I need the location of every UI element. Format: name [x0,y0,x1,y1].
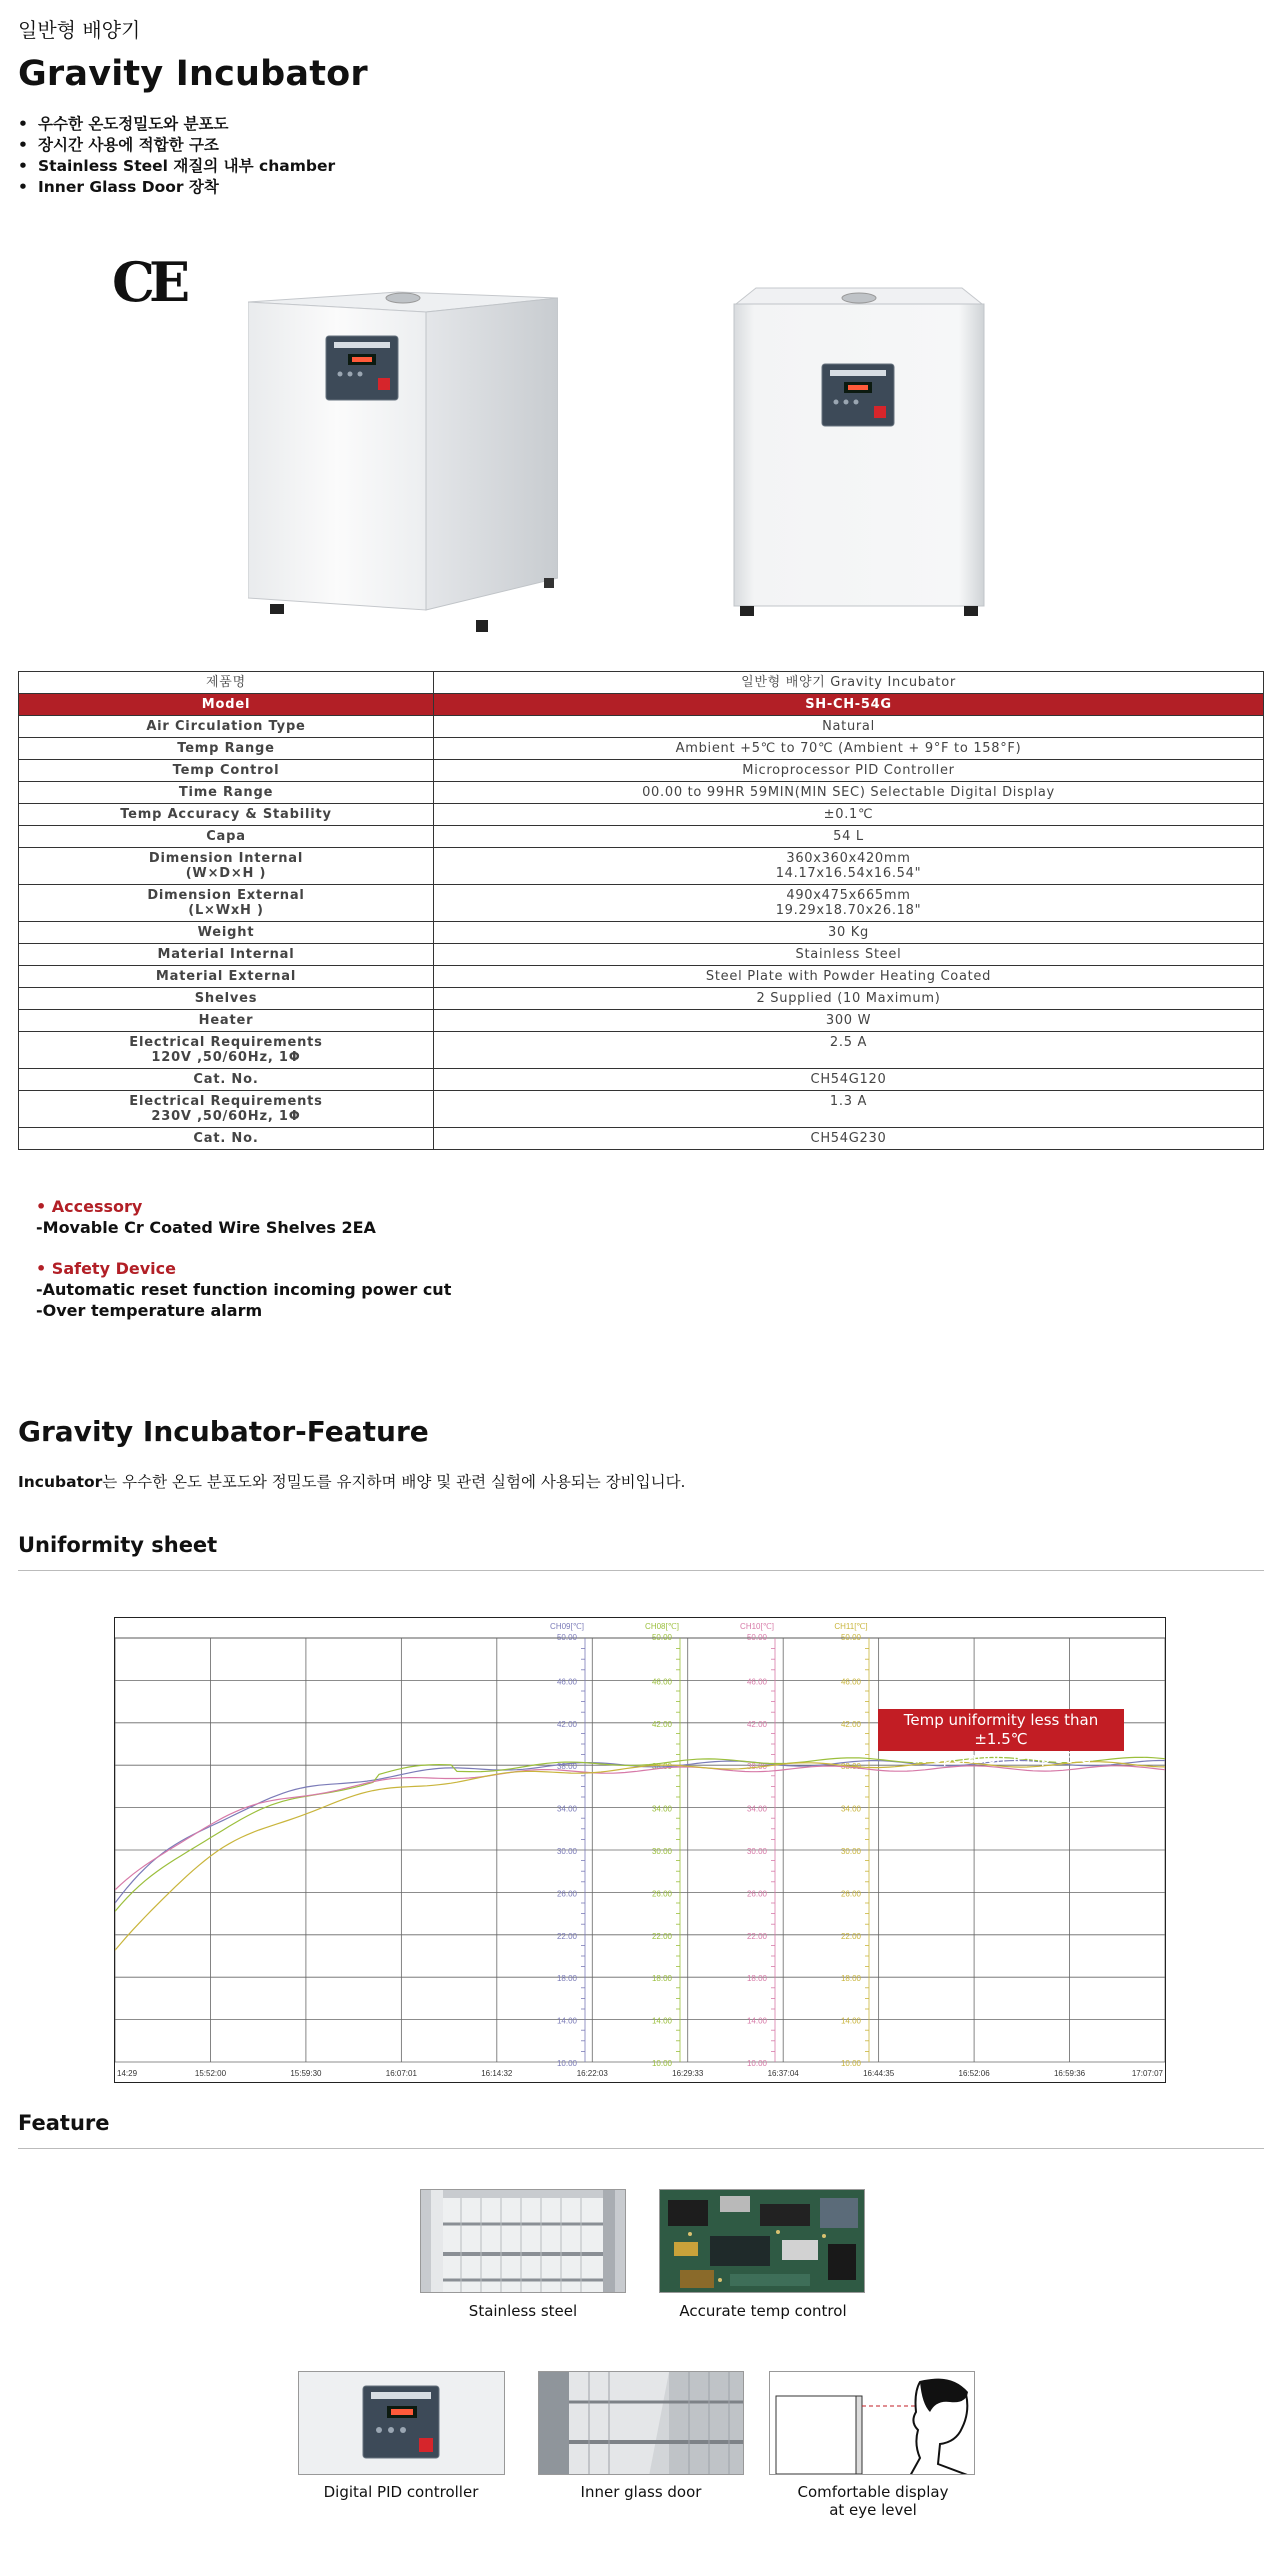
table-row [19,760,1264,782]
spec-value [434,760,1264,782]
table-row [19,885,1264,922]
uniformity-heading: Uniformity sheet [18,1533,218,1557]
channel-tick-label: 46.00 [651,1677,673,1687]
channel-tick-label: 42.00 [556,1719,578,1729]
stainless-steel-illustration [421,2190,626,2293]
spec-key [19,944,434,966]
intro-bold: Incubator [18,1473,103,1491]
channel-tick-label: 14.00 [746,2016,768,2026]
eye-level-diagram [769,2371,975,2475]
model-label: Model [19,694,434,716]
channel-tick-label: 10.00 [840,2059,862,2068]
table-row [19,1032,1264,1069]
spec-key-line: Air Circulation Type [146,719,306,734]
spec-value [434,885,1264,922]
channel-tick-label: 50.00 [840,1633,862,1642]
channel-header: CH11[℃] [834,1622,868,1631]
spec-value [434,738,1264,760]
spec-value [434,1032,1264,1069]
channel-header: CH10[℃] [740,1622,774,1631]
table-row [19,1091,1264,1128]
spec-value-line: 14.17x16.54x16.54" [775,866,922,881]
table-row [19,966,1264,988]
spec-key-line: Cat. No. [193,1072,259,1087]
x-tick-label: 15:52:00 [194,2069,227,2078]
accessory-item: -Movable Cr Coated Wire Shelves 2EA [36,1218,376,1237]
page-subtitle: 일반형 배양기 [18,18,141,42]
channel-tick-label: 26.00 [840,1889,862,1899]
spec-value-line: 2 Supplied (10 Maximum) [756,991,941,1006]
accessory-title: • Accessory [36,1197,143,1216]
table-row [19,716,1264,738]
spec-value [434,804,1264,826]
spec-value [434,716,1264,738]
x-tick-label: 15:59:30 [290,2069,322,2078]
spec-value-line: Ambient +5℃ to 70℃ (Ambient + 9°F to 158°F) [675,741,1022,756]
incubator-front-illustration [728,286,990,626]
channel-tick-label: 22.00 [651,1931,673,1941]
channel-tick-label: 42.00 [840,1719,862,1729]
table-row [19,804,1264,826]
ce-mark-logo: CE [112,250,185,314]
spec-key [19,885,434,922]
spec-value [434,944,1264,966]
spec-value-line: 30 Kg [828,925,869,940]
table-row [19,944,1264,966]
spec-value-line: 1.3 A [829,1094,868,1109]
channel-tick-label: 14.00 [556,2016,578,2026]
feature-caption: Accurate temp control [679,2302,847,2320]
spec-value-line: 19.29x18.70x26.18" [775,903,922,918]
x-tick-label: 16:52:06 [958,2069,990,2078]
channel-tick-label: 18.00 [556,1974,578,1984]
spec-key-line: 120V ,50/60Hz, 1Φ [151,1050,301,1065]
channel-tick-label: 34.00 [651,1804,673,1814]
channel-tick-label: 34.00 [840,1804,862,1814]
controller-panel-photo [298,2371,505,2475]
channel-header: CH08[℃] [645,1622,679,1631]
feature-heading: Gravity Incubator-Feature [18,1415,429,1448]
caption-line1: Comfortable display [797,2483,949,2501]
spec-key-line: Dimension Internal [148,851,304,866]
feature-bullets [18,114,335,198]
channel-tick-label: 22.00 [556,1931,578,1941]
spec-key [19,716,434,738]
spec-value [434,922,1264,944]
x-tick-label: 16:59:36 [1053,2069,1086,2078]
channel-tick-label: 30.00 [746,1847,768,1856]
spec-key [19,966,434,988]
caption-line2: at eye level [829,2501,917,2519]
spec-value-line: 490x475x665mm [786,888,911,903]
channel-tick-label: 50.00 [746,1633,768,1642]
page-title: Gravity Incubator [18,54,368,94]
spec-key-line: Weight [197,925,255,940]
spec-value-line: Microprocessor PID Controller [742,763,955,778]
spec-key [19,804,434,826]
spec-value-line: 54 L [833,829,864,844]
channel-tick-label: 22.00 [840,1931,862,1941]
series-line [115,1757,1165,1911]
spec-key-line: Dimension External [147,888,305,903]
spec-value [434,1069,1264,1091]
uniformity-chart [114,1617,1166,2083]
spec-key-line: Electrical Requirements [129,1094,323,1109]
channel-header: CH09[℃] [550,1622,584,1631]
spec-value-line: 2.5 A [829,1035,868,1050]
series-line [115,1766,1165,1890]
channel-tick-label: 30.00 [651,1847,673,1856]
table-header-row [19,672,1264,694]
spec-key-line: Cat. No. [193,1131,259,1146]
uniformity-callout [878,1709,1124,1767]
series-line [115,1761,1165,1904]
channel-tick-label: 38.00 [840,1762,862,1772]
spec-key [19,760,434,782]
spec-value-line: Steel Plate with Powder Heating Coated [705,969,992,984]
table-row [19,922,1264,944]
channel-tick-label: 18.00 [840,1974,862,1984]
table-row [19,1010,1264,1032]
x-tick-label: 16:14:32 [481,2069,513,2078]
spec-value-line: ±0.1℃ [823,807,874,822]
table-cell: 제품명 [19,672,434,694]
table-row [19,738,1264,760]
feature-caption: Stainless steel [468,2302,578,2320]
spec-key [19,782,434,804]
glass-door-photo [538,2371,744,2475]
spec-key [19,1091,434,1128]
spec-key [19,826,434,848]
spec-value-line: Natural [822,719,875,734]
bullet-item: • 장시간 사용에 적합한 구조 [18,135,335,156]
spec-key [19,922,434,944]
spec-value [434,988,1264,1010]
model-value: SH-CH-54G [434,694,1264,716]
spec-value [434,848,1264,885]
channel-tick-label: 38.00 [556,1762,578,1772]
bullet-item: • 우수한 온도정밀도와 분포도 [18,114,335,135]
channel-tick-label: 26.00 [651,1889,673,1899]
spec-key [19,848,434,885]
spec-value-line: CH54G230 [810,1131,887,1146]
spec-key-line: Shelves [194,991,258,1006]
channel-tick-label: 42.00 [651,1719,673,1729]
table-row [19,988,1264,1010]
callout-line2: at Operation Temp 38℃ [911,1749,1091,1767]
spec-key-line: Temp Accuracy & Stability [120,807,332,822]
spec-key [19,1069,434,1091]
spec-value [434,1128,1264,1150]
channel-tick-label: 30.00 [840,1847,862,1856]
callout-line1: Temp uniformity less than ±1.5℃ [903,1711,1099,1748]
channel-tick-label: 30.00 [556,1847,578,1856]
spec-value-line: 360x360x420mm [786,851,911,866]
incubator-angled-illustration [248,288,558,640]
intro-text: 는 우수한 온도 분포도와 정밀도를 유지하며 배양 및 관련 실험에 사용되는 장비입니다. [102,1473,686,1491]
controller-panel-illustration [299,2372,505,2475]
table-row [19,1128,1264,1150]
channel-tick-label: 10.00 [746,2059,768,2068]
spec-key-line: (W×D×H ) [185,866,267,881]
spec-key [19,738,434,760]
feature-caption: Inner glass door [580,2483,702,2501]
spec-value [434,826,1264,848]
table-cell: 일반형 배양기 Gravity Incubator [434,672,1264,694]
table-row [19,1069,1264,1091]
spec-key [19,1128,434,1150]
channel-tick-label: 46.00 [840,1677,862,1687]
x-tick-label: 16:44:35 [863,2069,895,2078]
spec-value [434,1091,1264,1128]
table-row [19,826,1264,848]
channel-tick-label: 38.00 [651,1762,673,1772]
bullet-item: • Stainless Steel 재질의 내부 chamber [18,156,335,177]
spec-key-line: Temp Range [177,741,275,756]
channel-tick-label: 50.00 [556,1633,578,1642]
channel-tick-label: 18.00 [651,1974,673,1984]
x-tick-label: 16:07:01 [385,2069,417,2078]
feature-caption: Digital PID controller [323,2483,479,2501]
channel-tick-label: 14.00 [840,2016,862,2026]
eye-level-illustration [770,2372,975,2475]
circuit-board-illustration [660,2190,865,2293]
product-image-front [728,286,990,626]
product-image-angled [248,288,558,640]
divider [18,2148,1264,2149]
spec-key-line: Material Internal [157,947,295,962]
table-row [19,782,1264,804]
channel-tick-label: 34.00 [556,1804,578,1814]
spec-key-line: Electrical Requirements [129,1035,323,1050]
channel-tick-label: 18.00 [746,1974,768,1984]
spec-value [434,966,1264,988]
spec-key-line: Material External [155,969,297,984]
model-row [19,694,1264,716]
spec-key-line: Heater [198,1013,254,1028]
spec-key-line: (L×WxH ) [188,903,264,918]
table-row [19,848,1264,885]
spec-key-line: Temp Control [172,763,280,778]
channel-tick-label: 26.00 [746,1889,768,1899]
divider [18,1570,1264,1571]
stainless-steel-photo [420,2189,626,2293]
channel-tick-label: 26.00 [556,1889,578,1899]
x-tick-label: 16:22:03 [576,2069,608,2078]
spec-table [18,671,1264,1150]
spec-key [19,988,434,1010]
spec-key-line: Capa [206,829,246,844]
channel-tick-label: 46.00 [746,1677,768,1687]
spec-value [434,782,1264,804]
spec-value [434,1010,1264,1032]
uniformity-chart-svg [115,1618,1165,2082]
notes-block [36,1196,451,1321]
safety-item: -Over temperature alarm [36,1301,263,1320]
channel-tick-label: 10.00 [651,2059,673,2068]
glass-door-illustration [539,2372,744,2475]
channel-tick-label: 34.00 [746,1804,768,1814]
x-tick-label: 16:29:33 [672,2069,704,2078]
spec-value-line: Stainless Steel [795,947,902,962]
channel-tick-label: 38.00 [746,1762,768,1772]
feature-caption [750,2483,996,2519]
channel-tick-label: 46.00 [556,1677,578,1687]
channel-tick-label: 50.00 [651,1633,673,1642]
channel-tick-label: 14.00 [651,2016,673,2026]
circuit-board-photo [659,2189,865,2293]
x-tick-label: 17:07:07 [1131,2069,1163,2078]
spec-key [19,1032,434,1069]
safety-title: • Safety Device [36,1259,176,1278]
channel-tick-label: 42.00 [746,1719,768,1729]
features-heading: Feature [18,2111,110,2135]
safety-item: -Automatic reset function incoming power cut [36,1280,452,1299]
feature-intro [18,1470,685,1492]
spec-key-line: Time Range [178,785,274,800]
x-tick-label: 14:29 [117,2069,138,2078]
channel-tick-label: 10.00 [556,2059,578,2068]
spec-value-line: 00.00 to 99HR 59MIN(MIN SEC) Selectable Digital Display [642,785,1055,800]
bullet-item: • Inner Glass Door 장착 [18,177,335,198]
spec-key-line: 230V ,50/60Hz, 1Φ [151,1109,301,1124]
spec-key [19,1010,434,1032]
spec-value-line: CH54G120 [810,1072,887,1087]
channel-tick-label: 22.00 [746,1931,768,1941]
series-line [115,1762,1165,1951]
x-tick-label: 16:37:04 [767,2069,799,2078]
spec-value-line: 300 W [825,1013,872,1028]
